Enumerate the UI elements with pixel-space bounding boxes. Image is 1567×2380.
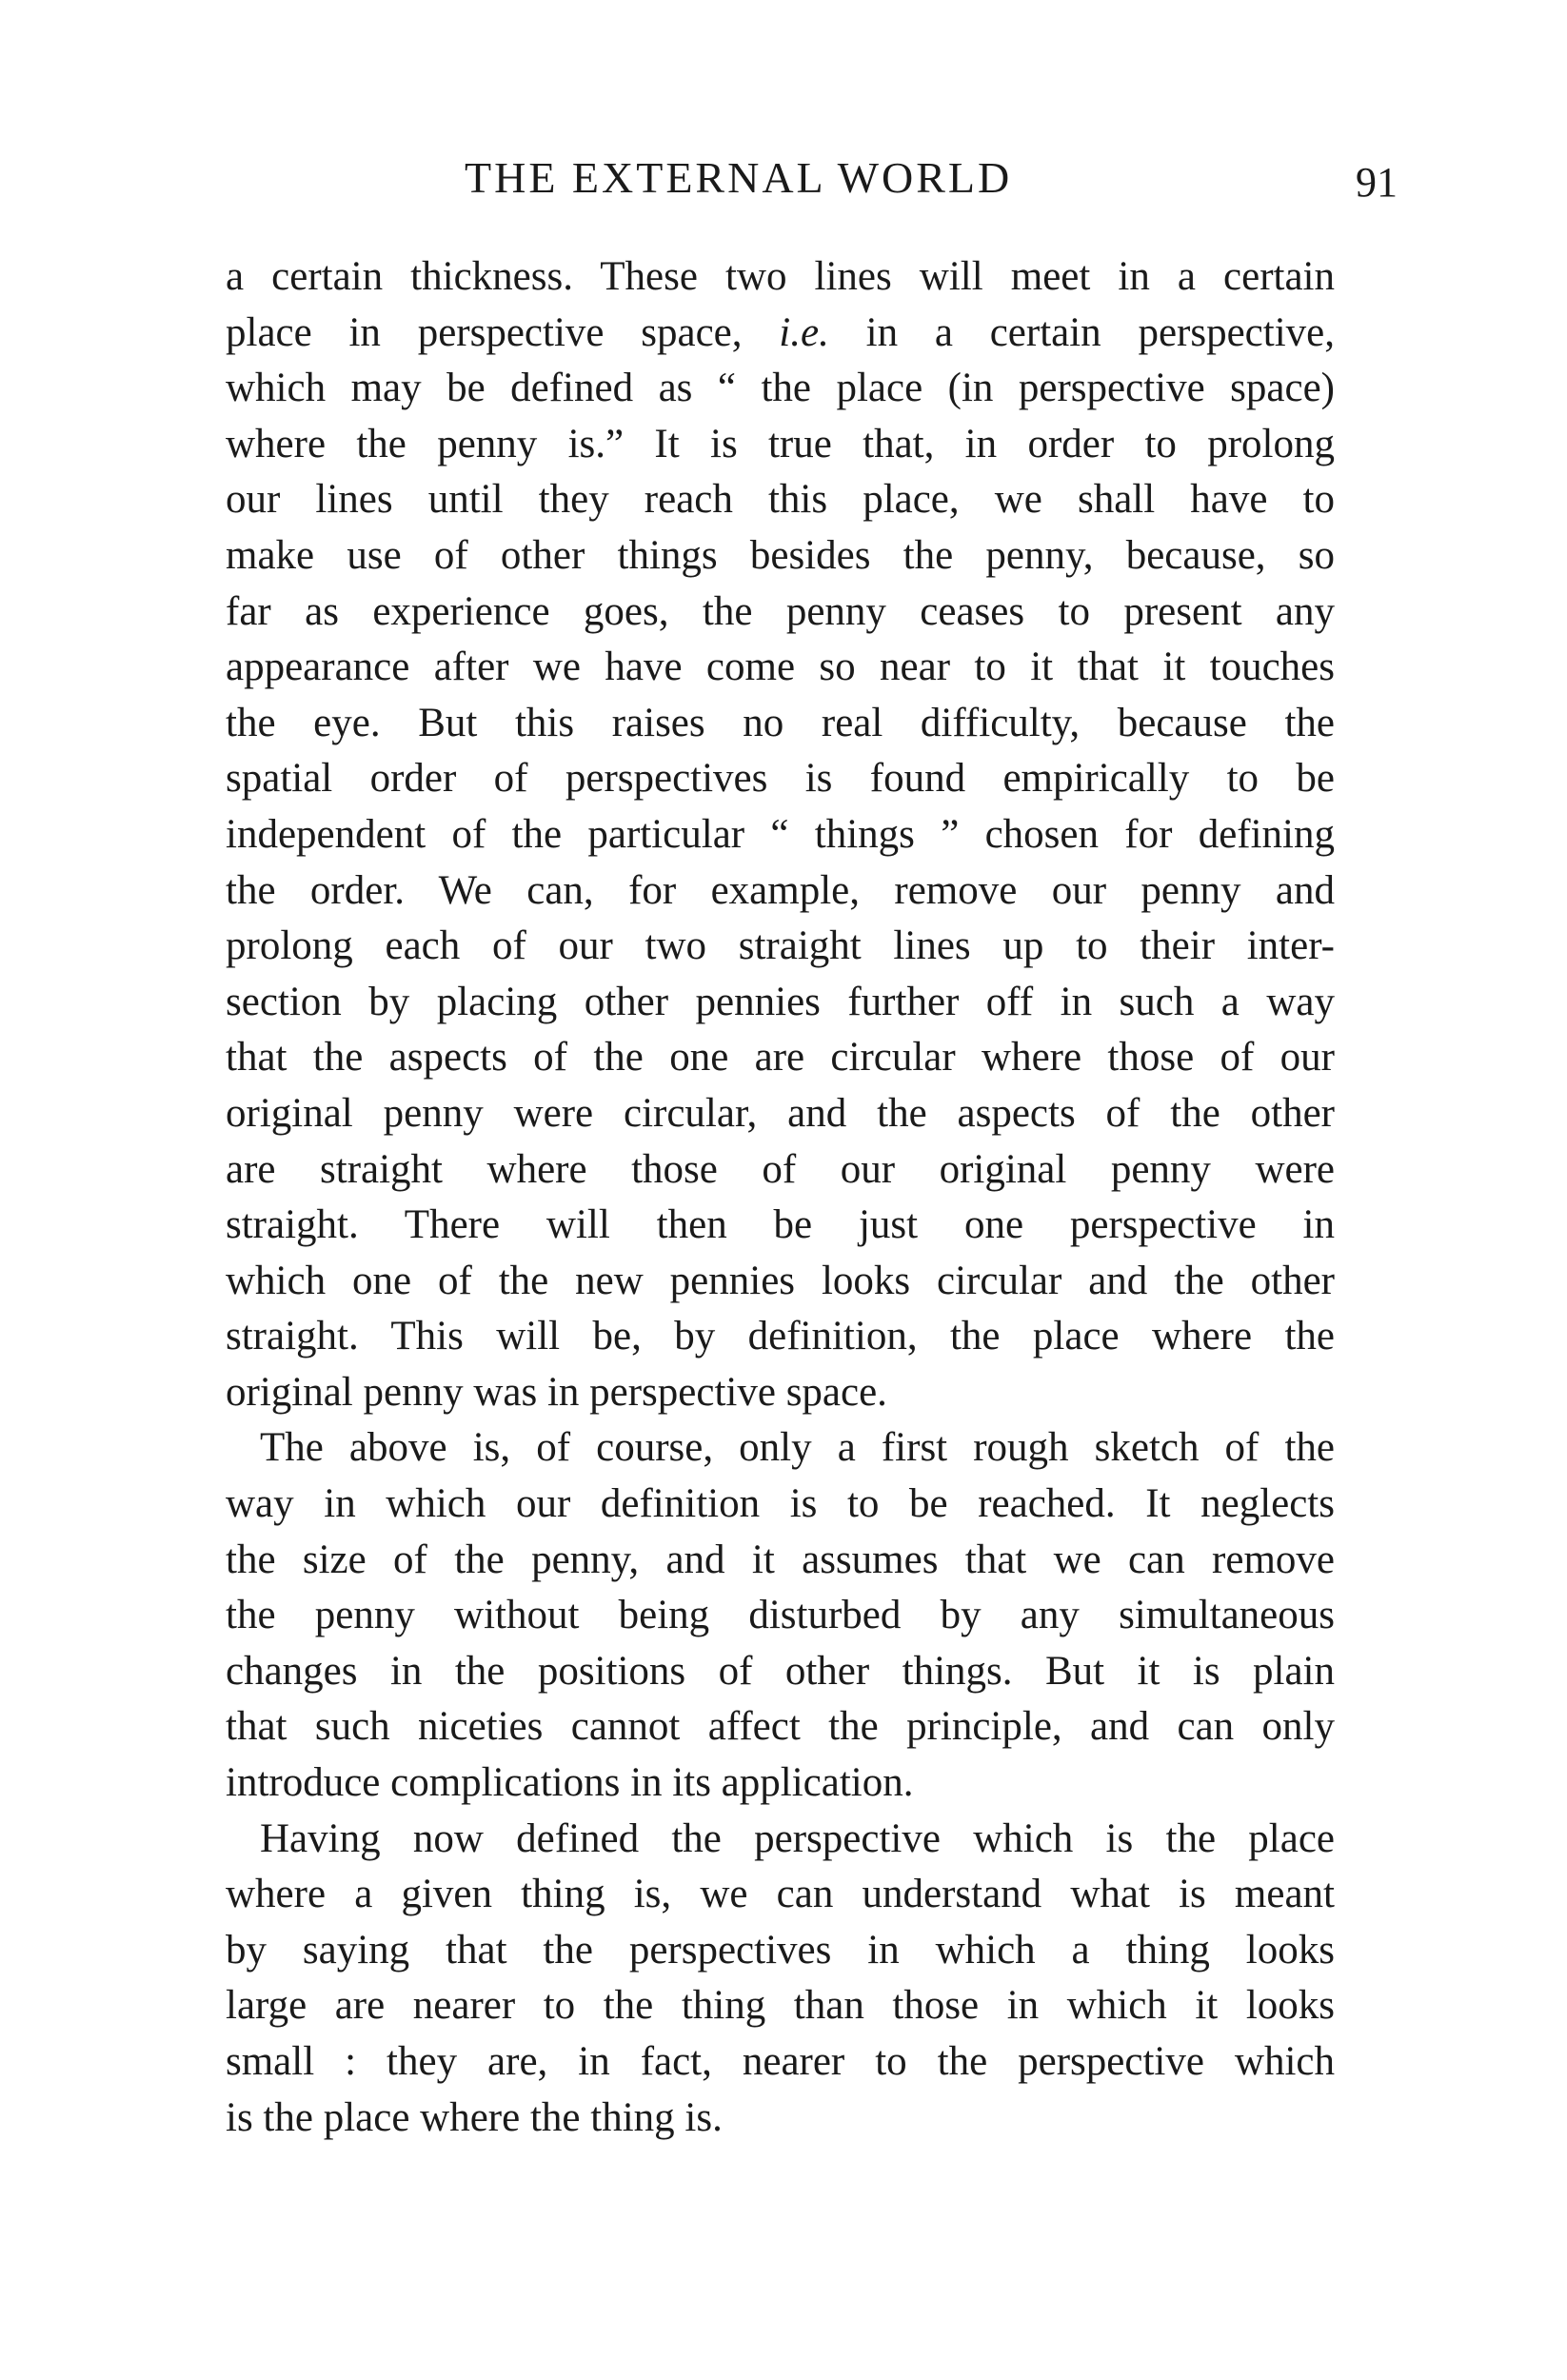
text-line	[226, 2091, 1335, 2147]
text-segment: the size of the penny, and it assumes that we can remove	[226, 1537, 1335, 1582]
text-segment: where the penny is.” It is true that, in order to prolong	[226, 421, 1335, 466]
page-number: 91	[1356, 159, 1398, 206]
text-line	[226, 863, 1335, 920]
text-segment: our lines until they reach this place, we shall have to	[226, 477, 1335, 523]
text-line	[226, 1923, 1335, 1979]
page-body	[226, 249, 1335, 2146]
text-segment: make use of other things besides the penny, because, so	[226, 532, 1335, 578]
text-segment: Having now defined the perspective which is the place	[260, 1815, 1335, 1861]
text-line	[226, 361, 1335, 417]
text-segment: spatial order of perspectives is found empirically to be	[226, 756, 1335, 802]
text-line	[226, 528, 1335, 585]
text-line	[226, 975, 1335, 1031]
text-line	[226, 1812, 1335, 1868]
text-segment: in a certain perspective,	[828, 309, 1335, 355]
text-line	[226, 585, 1335, 641]
text-line	[226, 1254, 1335, 1310]
text-line	[226, 1644, 1335, 1700]
text-line	[226, 1699, 1335, 1755]
text-line	[226, 640, 1335, 696]
text-line	[226, 1142, 1335, 1199]
text-line	[226, 417, 1335, 473]
text-line	[226, 1533, 1335, 1589]
text-segment: that the aspects of the one are circular where those of our	[226, 1035, 1335, 1081]
paragraph	[226, 1812, 1335, 2147]
text-segment: place in perspective space,	[226, 309, 780, 355]
paragraph	[226, 1420, 1335, 1811]
text-segment: independent of the particular “ things ” chosen for defining	[226, 811, 1335, 857]
text-segment: way in which our definition is to be reached. It neglects	[226, 1481, 1335, 1527]
text-segment: original penny was in perspective space.	[226, 1369, 887, 1415]
text-line	[226, 249, 1335, 306]
text-line	[226, 1365, 1335, 1421]
italic-text: i.e.	[779, 309, 829, 355]
text-segment: changes in the positions of other things. But it is plain	[226, 1648, 1335, 1694]
text-segment: by saying that the perspectives in which a thing looks	[226, 1927, 1335, 1973]
text-line	[226, 807, 1335, 863]
text-line	[226, 306, 1335, 362]
running-title: THE EXTERNAL WORLD	[465, 153, 1013, 202]
text-segment: small : they are, in fact, nearer to the perspective which	[226, 2039, 1335, 2084]
text-line	[226, 696, 1335, 752]
text-segment: straight. There will then be just one perspective in	[226, 1202, 1335, 1248]
text-segment: prolong each of our two straight lines up to their inter-	[226, 923, 1335, 969]
text-segment: which one of the new pennies looks circular and the other	[226, 1258, 1335, 1303]
paragraph	[226, 249, 1335, 1420]
text-segment: introduce complications in its application.	[226, 1760, 914, 1806]
text-segment: where a given thing is, we can understand what is meant	[226, 1872, 1335, 1917]
text-segment: far as experience goes, the penny ceases to present any	[226, 588, 1335, 634]
text-line	[226, 751, 1335, 807]
text-line	[226, 1755, 1335, 1812]
text-line	[226, 1030, 1335, 1086]
text-segment: are straight where those of our original penny were	[226, 1146, 1335, 1192]
text-segment: the eye. But this raises no real difficulty, because the	[226, 700, 1335, 745]
text-line	[226, 1086, 1335, 1142]
text-line	[226, 1198, 1335, 1254]
text-segment: that such niceties cannot affect the principle, and can only	[226, 1704, 1335, 1750]
text-segment: original penny were circular, and the aspects of the other	[226, 1090, 1335, 1136]
text-segment: large are nearer to the thing than those in which it looks	[226, 1983, 1335, 2029]
text-segment: is the place where the thing is.	[226, 2094, 723, 2140]
text-segment: the penny without being disturbed by any simultaneous	[226, 1593, 1335, 1638]
text-line	[226, 1867, 1335, 1923]
text-segment: the order. We can, for example, remove our penny and	[226, 867, 1335, 913]
text-segment: appearance after we have come so near to it that it touches	[226, 645, 1335, 690]
text-segment: which may be defined as “ the place (in perspective space)	[226, 366, 1335, 411]
text-line	[226, 1588, 1335, 1644]
text-line	[226, 472, 1335, 528]
text-line	[226, 1309, 1335, 1365]
text-line	[226, 1420, 1335, 1477]
text-line	[226, 919, 1335, 975]
text-segment: straight. This will be, by definition, the place where the	[226, 1314, 1335, 1359]
text-line	[226, 1978, 1335, 2034]
text-segment: a certain thickness. These two lines will meet in a certain	[226, 254, 1335, 299]
page-header	[0, 152, 1567, 209]
text-segment: The above is, of course, only a first rough sketch of the	[260, 1425, 1335, 1471]
text-line	[226, 2034, 1335, 2091]
text-line	[226, 1477, 1335, 1533]
text-segment: section by placing other pennies further off in such a way	[226, 979, 1335, 1024]
